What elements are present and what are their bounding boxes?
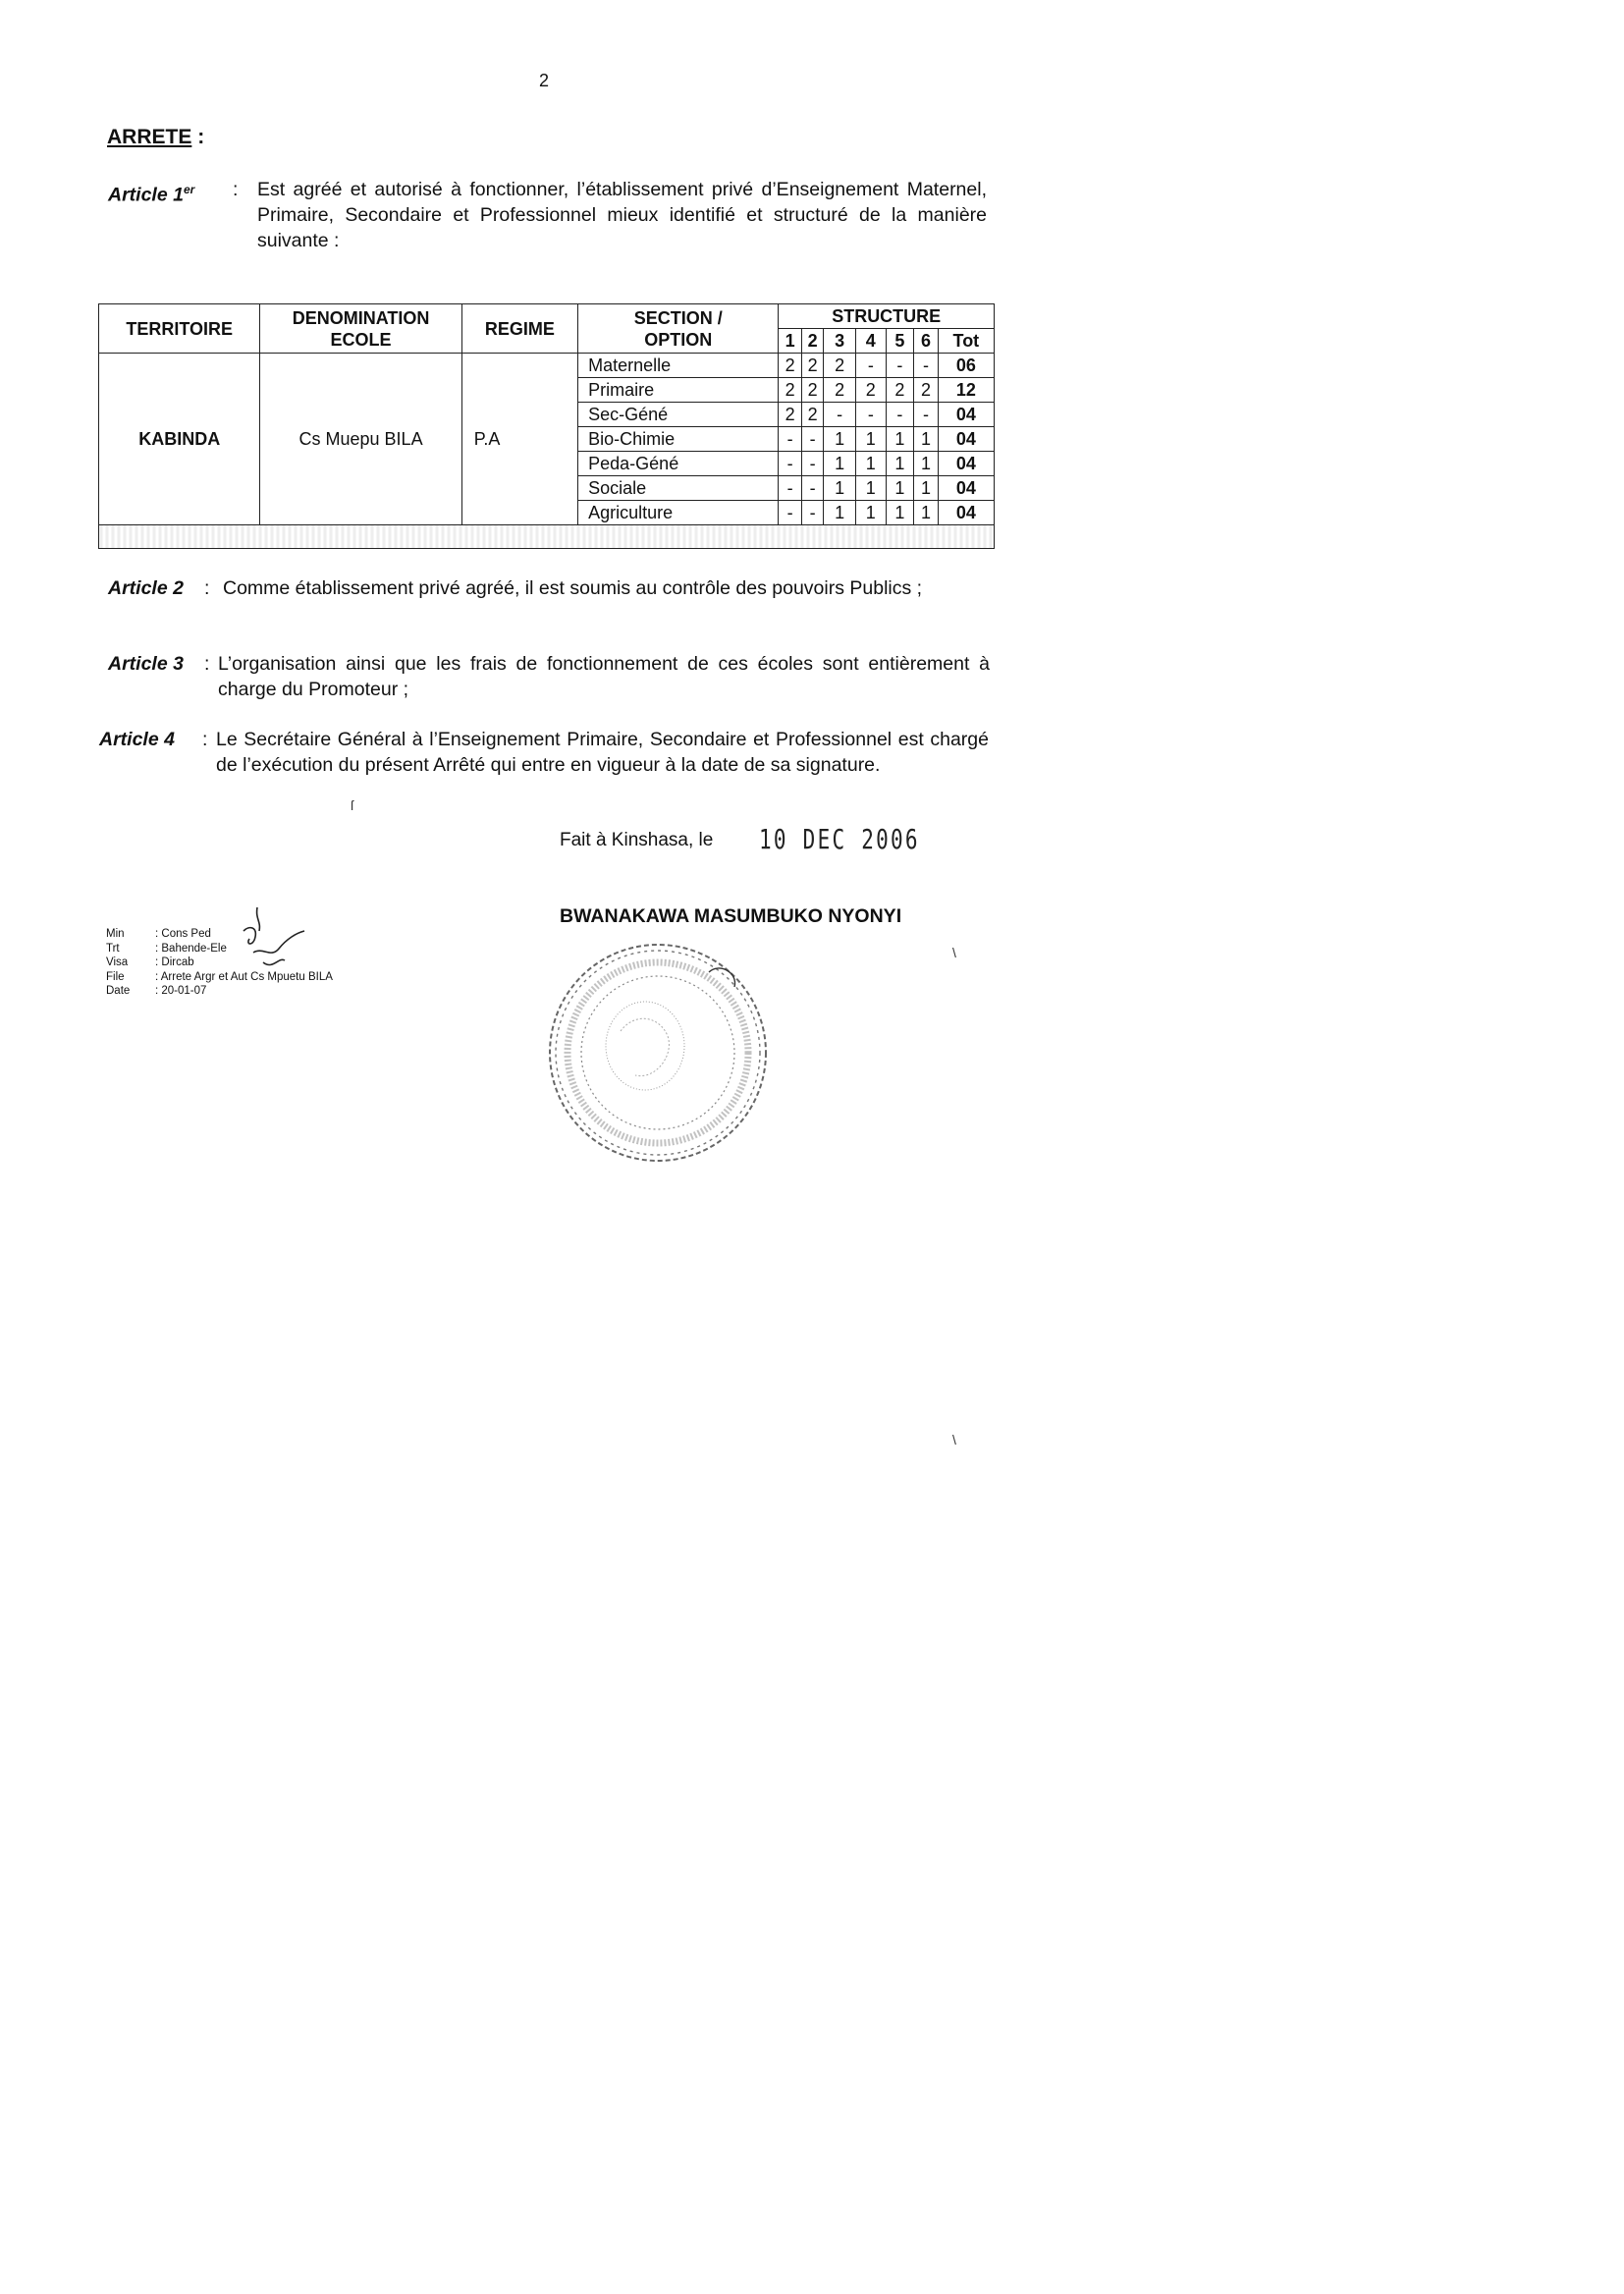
header-col-tot: Tot (938, 329, 994, 354)
cell-territoire: KABINDA (99, 354, 260, 525)
cell-value: 2 (779, 403, 801, 427)
cell-value: 2 (856, 378, 887, 403)
cell-value: 1 (856, 452, 887, 476)
article-4-label: Article 4 (99, 729, 175, 750)
cell-section: Peda-Géné (578, 452, 779, 476)
header-section: SECTION / OPTION (578, 304, 779, 354)
article-1-label-sup: er (183, 183, 195, 196)
article-3 (108, 651, 992, 704)
header-regime: REGIME (461, 304, 577, 354)
cell-section: Sociale (578, 476, 779, 501)
cell-value: 1 (914, 501, 939, 525)
metadata-value: : Dircab (155, 956, 194, 968)
cell-value: - (886, 354, 914, 378)
header-col-4: 4 (856, 329, 887, 354)
cell-value: 1 (886, 476, 914, 501)
article-2 (108, 575, 992, 628)
header-territoire: TERRITOIRE (99, 304, 260, 354)
cell-value: 2 (824, 354, 856, 378)
article-1-label-text: Article 1 (108, 184, 184, 206)
article-2-text: Comme établissement privé agréé, il est soumis au contrôle des pouvoirs Publics ; (223, 577, 923, 599)
metadata-row (106, 984, 333, 999)
header-col-3: 3 (824, 329, 856, 354)
cell-value: 2 (801, 378, 823, 403)
article-4-text: Le Secrétaire Général à l’Enseignement Primaire, Secondaire et Professionnel est chargé de l’exécution du présent Arrêté qui entre en vigueur à la date de sa signature. (216, 729, 989, 776)
article-3-text: L’organisation ainsi que les frais de fonctionnement de ces écoles sont entièrement à charge du Promoteur ; (218, 653, 990, 700)
handwritten-initials (216, 901, 324, 980)
article-1-colon: : (233, 179, 239, 200)
cell-value: - (856, 354, 887, 378)
header-col-5: 5 (886, 329, 914, 354)
cell-value: - (914, 354, 939, 378)
page-number: 2 (539, 71, 550, 90)
cell-value: - (801, 501, 823, 525)
place-date-label: Fait à Kinshasa, le (560, 830, 714, 850)
metadata-key: Date (106, 985, 131, 997)
cell-value: - (801, 427, 823, 452)
header-col-1: 1 (779, 329, 801, 354)
header-denomination: DENOMINATION ECOLE (260, 304, 461, 354)
signatory-name: BWANAKAWA MASUMBUKO NYONYI (560, 905, 902, 927)
cell-value: 2 (824, 378, 856, 403)
article-2-label: Article 2 (108, 577, 184, 599)
arrete-title: ARRETE (107, 126, 192, 148)
metadata-value: : Cons Ped (155, 928, 211, 940)
article-1-text: Est agréé et autorisé à fonctionner, l’établissement privé d’Enseignement Maternel, Primaire, Secondaire et Professionnel mieux identifié et structuré de la manière suivante : (257, 179, 987, 251)
metadata-key: Visa (106, 956, 129, 968)
article-1-label (108, 177, 194, 208)
scan-mark: \ (952, 1432, 956, 1447)
cell-value: - (856, 403, 887, 427)
cell-value: - (801, 452, 823, 476)
header-col-6: 6 (914, 329, 939, 354)
cell-value: 2 (779, 354, 801, 378)
cell-value: 2 (914, 378, 939, 403)
cell-value: - (801, 476, 823, 501)
official-seal-stamp (542, 943, 778, 1169)
cell-value: 1 (914, 427, 939, 452)
cell-value: 1 (886, 427, 914, 452)
cell-value: 2 (801, 403, 823, 427)
cell-value: - (824, 403, 856, 427)
cell-value: 1 (824, 476, 856, 501)
cell-value: 2 (886, 378, 914, 403)
cell-value: - (886, 403, 914, 427)
cell-value: - (914, 403, 939, 427)
pen-tick-mark: ſ (351, 797, 354, 813)
cell-total: 04 (938, 476, 994, 501)
cell-value: 1 (914, 476, 939, 501)
article-1 (108, 177, 992, 255)
cell-value: - (779, 452, 801, 476)
article-3-label: Article 3 (108, 653, 184, 675)
structure-table (98, 303, 995, 549)
scan-mark: \ (952, 945, 956, 960)
cell-total: 04 (938, 427, 994, 452)
arrete-colon: : (197, 126, 205, 148)
cell-value: 2 (779, 378, 801, 403)
metadata-value: : Arrete Argr et Aut Cs Mpuetu BILA (155, 970, 333, 983)
cell-value: 1 (856, 476, 887, 501)
article-4-colon: : (202, 729, 208, 750)
article-2-colon: : (204, 577, 210, 599)
cell-value: - (779, 501, 801, 525)
cell-section: Agriculture (578, 501, 779, 525)
cell-value: 1 (886, 452, 914, 476)
metadata-key: Trt (106, 942, 120, 955)
metadata-key: Min (106, 928, 125, 940)
cell-value: 1 (824, 427, 856, 452)
cell-total: 04 (938, 452, 994, 476)
metadata-key: File (106, 970, 125, 983)
header-structure: STRUCTURE (779, 304, 995, 329)
cell-section: Maternelle (578, 354, 779, 378)
cell-value: - (779, 427, 801, 452)
article-3-colon: : (204, 653, 210, 675)
cell-value: 1 (824, 501, 856, 525)
header-col-2: 2 (801, 329, 823, 354)
table-scan-noise-row (99, 525, 995, 549)
cell-value: 1 (824, 452, 856, 476)
metadata-value: : 20-01-07 (155, 985, 207, 997)
cell-value: 1 (914, 452, 939, 476)
cell-regime: P.A (461, 354, 577, 525)
cell-section: Bio-Chimie (578, 427, 779, 452)
cell-value: 1 (886, 501, 914, 525)
cell-value: 1 (856, 501, 887, 525)
cell-ecole: Cs Muepu BILA (260, 354, 461, 525)
article-4 (99, 727, 993, 805)
cell-value: - (779, 476, 801, 501)
cell-total: 12 (938, 378, 994, 403)
cell-section: Sec-Géné (578, 403, 779, 427)
cell-section: Primaire (578, 378, 779, 403)
arrete-heading (107, 126, 204, 149)
table-row (99, 354, 995, 378)
cell-total: 04 (938, 403, 994, 427)
metadata-value: : Bahende-Ele (155, 942, 227, 955)
cell-total: 06 (938, 354, 994, 378)
cell-value: 2 (801, 354, 823, 378)
cell-value: 1 (856, 427, 887, 452)
date-stamp: 10 DEC 2006 (759, 823, 920, 855)
cell-total: 04 (938, 501, 994, 525)
